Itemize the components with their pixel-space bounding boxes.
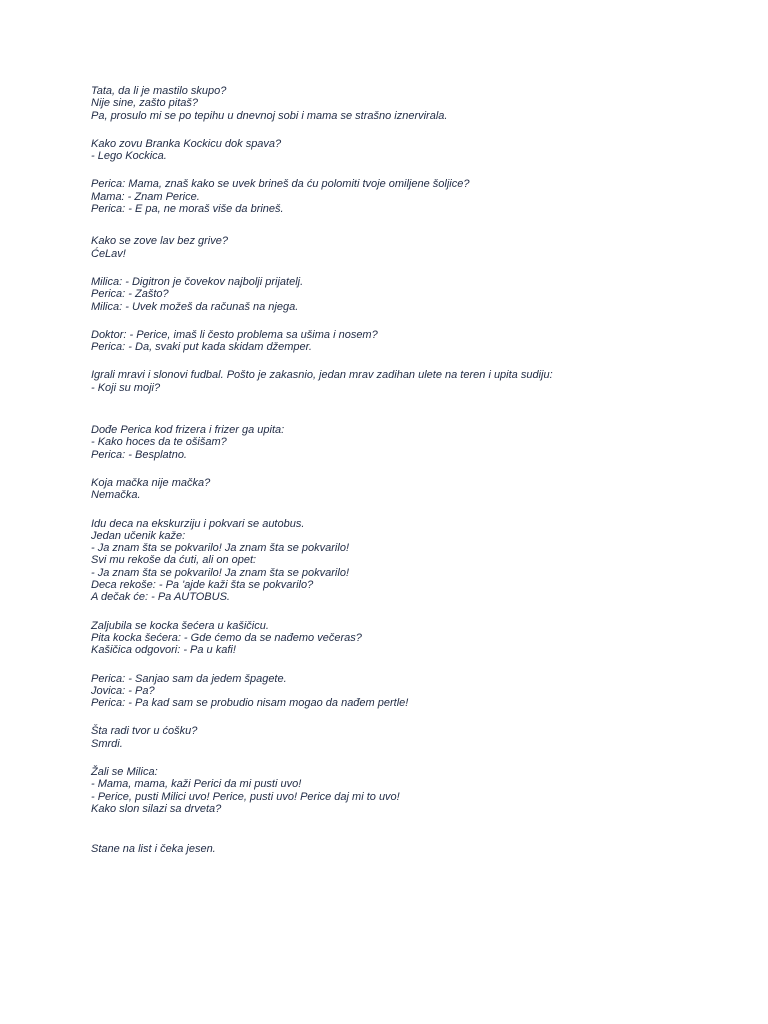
- text-line: Igrali mravi i slonovi fudbal. Pošto je zakasnio, jedan mrav zadihan ulete na teren i upita sudiju:: [91, 369, 553, 382]
- paragraph-gap: [91, 502, 731, 518]
- text-line: - Lego Kockica.: [91, 150, 167, 163]
- joke-paragraph-7: [91, 369, 731, 394]
- joke-paragraph-3: [91, 178, 731, 215]
- text-line: - Ja znam šta se pokvarilo! Ja znam šta se pokvarilo!: [91, 566, 349, 579]
- joke-paragraph-1: [91, 85, 731, 122]
- text-line: Perica: - E pa, ne moraš više da brineš.: [91, 203, 284, 216]
- joke-paragraph-5: [91, 276, 731, 313]
- text-line: Kako zovu Branka Kockicu dok spava?: [91, 137, 282, 150]
- document-body: [91, 85, 731, 855]
- text-line: Perica: - Da, svaki put kada skidam džemper.: [91, 341, 312, 354]
- text-line: Kašičica odgovori: - Pa u kafi!: [91, 644, 236, 657]
- joke-paragraph-15: [91, 843, 731, 855]
- paragraph-gap: [91, 260, 731, 276]
- text-line: Zaljubila se kocka šećera u kašičicu.: [91, 619, 269, 632]
- joke-paragraph-14: [91, 766, 731, 815]
- text-line: Pa, prosulo mi se po tepihu u dnevnoj sobi i mama se strašno iznervirala.: [91, 109, 448, 122]
- paragraph-gap: [91, 162, 731, 178]
- text-line: A dečak će: - Pa AUTOBUS.: [91, 591, 230, 604]
- text-line: Perica: - Pa kad sam se probudio nisam mogao da nađem pertle!: [91, 697, 409, 710]
- joke-paragraph-6: [91, 329, 731, 354]
- text-line: Stane na list i čeka jesen.: [91, 843, 216, 856]
- text-line: Perica: - Besplatno.: [91, 448, 187, 461]
- text-line: Doktor: - Perice, imaš li često problema sa ušima i nosem?: [91, 328, 378, 341]
- text-line: Milica: - Uvek možeš da računaš na njega.: [91, 300, 299, 313]
- text-line: Mama: - Znam Perice.: [91, 190, 200, 203]
- paragraph-gap: [91, 461, 731, 477]
- paragraph-gap: [91, 215, 731, 235]
- joke-paragraph-10: [91, 518, 731, 604]
- text-line: Kako se zove lav bez grive?: [91, 235, 228, 248]
- text-line: - Kako hoces da te ošišam?: [91, 436, 227, 449]
- joke-paragraph-12: [91, 673, 731, 710]
- text-line: ĆeLav!: [91, 247, 126, 260]
- text-line: - Mama, mama, kaži Perici da mi pusti uvo!: [91, 778, 302, 791]
- text-line: Koja mačka nije mačka?: [91, 476, 211, 489]
- paragraph-gap: [91, 122, 731, 138]
- paragraph-gap: [91, 394, 731, 424]
- text-line: - Perice, pusti Milici uvo! Perice, pusti uvo! Perice daj mi to uvo!: [91, 790, 400, 803]
- text-line: Milica: - Digitron je čovekov najbolji prijatelj.: [91, 275, 304, 288]
- text-line: Smrdi.: [91, 737, 123, 750]
- text-line: Perica: - Sanjao sam da jedem špagete.: [91, 672, 287, 685]
- joke-paragraph-4: [91, 235, 731, 260]
- text-line: Dođe Perica kod frizera i frizer ga upita:: [91, 424, 285, 437]
- paragraph-gap: [91, 313, 731, 329]
- joke-paragraph-2: [91, 138, 731, 163]
- text-line: Perica: - Zašto?: [91, 288, 169, 301]
- text-line: Deca rekoše: - Pa 'ajde kaži šta se pokvarilo?: [91, 579, 314, 592]
- paragraph-gap: [91, 353, 731, 369]
- joke-paragraph-9: [91, 477, 731, 502]
- text-line: - Ja znam šta se pokvarilo! Ja znam šta se pokvarilo!: [91, 542, 349, 555]
- joke-paragraph-13: [91, 725, 731, 750]
- text-line: Šta radi tvor u ćošku?: [91, 725, 198, 738]
- text-line: Nije sine, zašto pitaš?: [91, 97, 198, 110]
- text-line: Nemačka.: [91, 489, 141, 502]
- text-line: Idu deca na ekskurziju i pokvari se autobus.: [91, 517, 305, 530]
- paragraph-gap: [91, 750, 731, 766]
- text-line: Jovica: - Pa?: [91, 684, 155, 697]
- paragraph-gap: [91, 709, 731, 725]
- text-line: Tata, da li je mastilo skupo?: [91, 85, 227, 97]
- paragraph-gap: [91, 657, 731, 673]
- paragraph-gap: [91, 604, 731, 620]
- text-line: - Koji su moji?: [91, 381, 161, 394]
- text-line: Svi mu rekoše da ćuti, ali on opet:: [91, 554, 257, 567]
- text-line: Jedan učenik kaže:: [91, 529, 186, 542]
- text-line: Pita kocka šećera: - Gde ćemo da se nađemo večeras?: [91, 631, 362, 644]
- text-line: Perica: Mama, znaš kako se uvek brineš da ću polomiti tvoje omiljene šoljice?: [91, 178, 470, 191]
- text-line: Kako slon silazi sa drveta?: [91, 802, 222, 815]
- joke-paragraph-11: [91, 620, 731, 657]
- joke-paragraph-8: [91, 424, 731, 461]
- paragraph-gap: [91, 815, 731, 843]
- text-line: Žali se Milica:: [91, 765, 158, 778]
